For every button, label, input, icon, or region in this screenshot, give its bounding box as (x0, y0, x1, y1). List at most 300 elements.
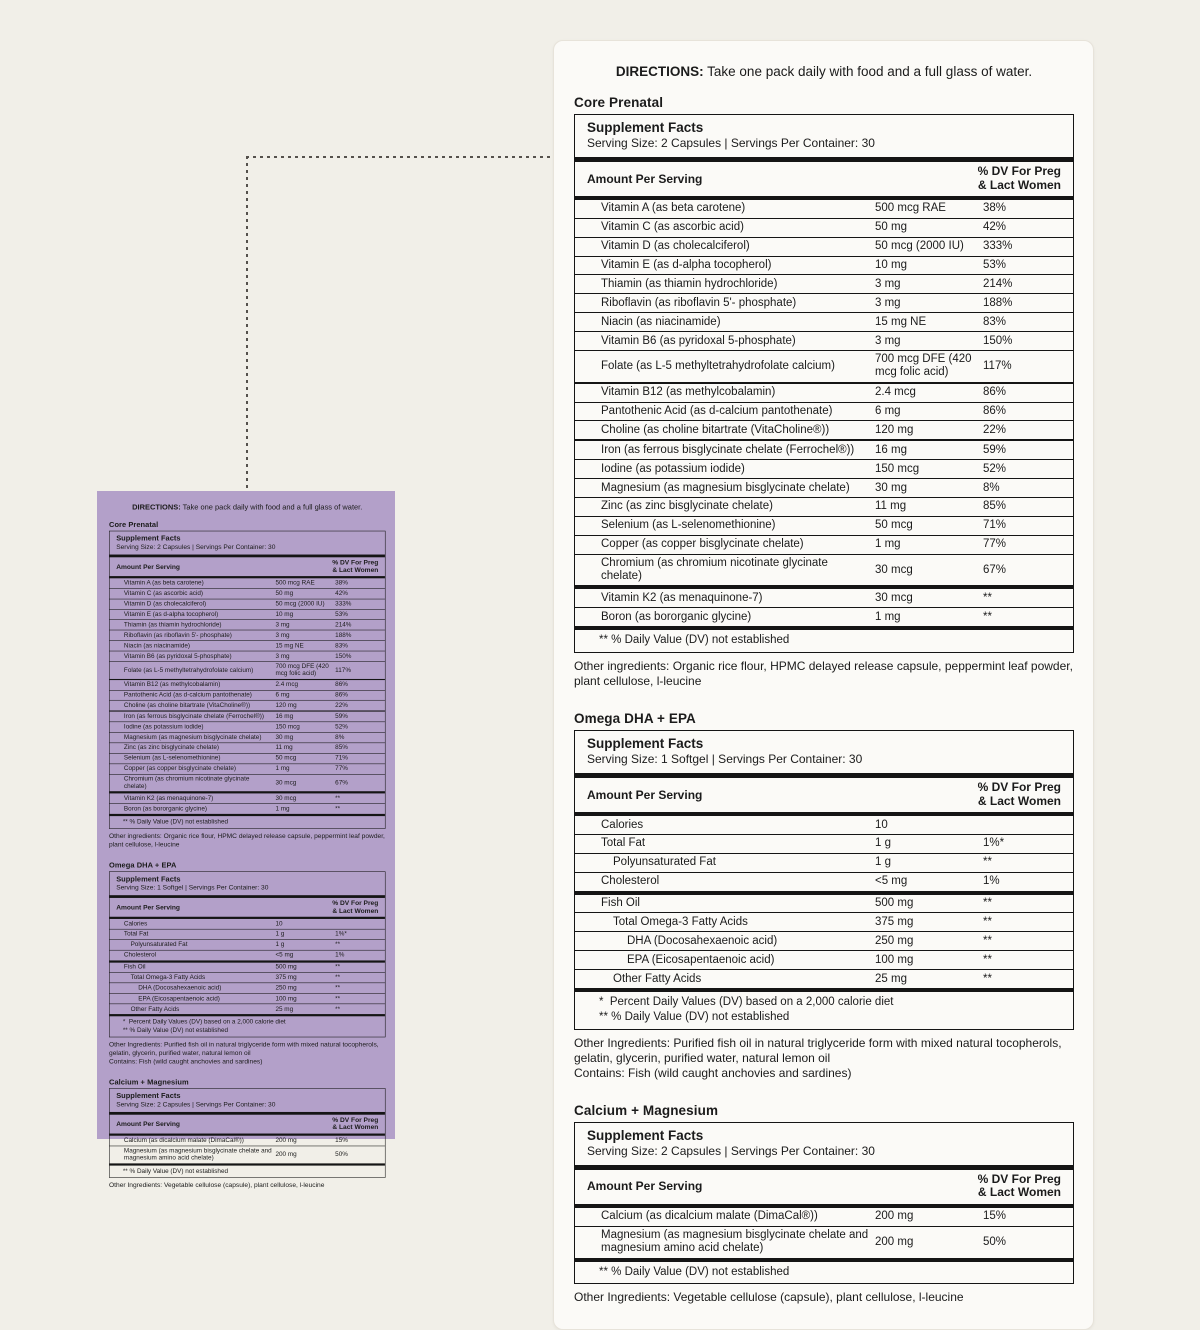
nutrient-name: Vitamin D (as cholecalciferol) (601, 240, 750, 253)
nutrient-name: Pantothenic Acid (as d-calcium pantothenate) (601, 405, 833, 418)
facts-header (575, 1123, 1073, 1165)
nutrient-dv: 53% (335, 610, 348, 618)
nutrient-dv: ** (983, 953, 992, 966)
nutrient-name: Magnesium (as magnesium bisglycinate chelate and magnesium amino acid chelate) (123, 1147, 272, 1162)
nutrient-name: Magnesium (as magnesium bisglycinate chelate and magnesium amino acid chelate) (601, 1229, 869, 1255)
nutrient-row (575, 350, 1073, 382)
nutrient-row (575, 402, 1073, 421)
amount-per-serving-header: Amount Per Serving (116, 903, 180, 912)
nutrient-row (110, 690, 385, 700)
nutrient-amount: 250 mg (875, 934, 914, 947)
section-title: Core Prenatal (574, 94, 664, 110)
nutrient-name: Folate (as L-5 methyltetrahydrofolate calcium) (601, 359, 835, 372)
dv-header-line-1: % DV For Preg (332, 1115, 379, 1124)
nutrient-dv: 15% (335, 1137, 348, 1144)
nutrient-name: Zinc (as zinc bisglycinate chelate) (123, 744, 220, 752)
nutrient-amount: 100 mg (275, 995, 297, 1002)
nutrient-name: Magnesium (as magnesium bisglycinate chelate) (123, 734, 262, 741)
nutrient-dv: 333% (983, 240, 1013, 253)
nutrient-amount: 30 mg (275, 734, 294, 741)
nutrient-row (110, 950, 385, 960)
nutrient-name: Riboflavin (as riboflavin 5'- phosphate) (123, 631, 232, 639)
column-header-row (575, 778, 1073, 812)
nutrient-name: Vitamin C (as ascorbic acid) (601, 221, 744, 234)
nutrient-amount: 15 mg NE (875, 315, 927, 328)
nutrient-row (110, 732, 385, 742)
nutrient-row (575, 950, 1073, 969)
nutrient-amount: 500 mcg RAE (875, 202, 946, 215)
nutrient-name: Vitamin B6 (as pyridoxal 5-phosphate) (601, 334, 796, 347)
nutrient-dv: 67% (983, 563, 1007, 576)
nutrient-row (110, 679, 385, 690)
directions-label: DIRECTIONS: (615, 64, 704, 79)
nutrient-row (110, 763, 385, 773)
nutrient-amount: 200 mg (875, 1210, 914, 1223)
nutrient-row (110, 588, 385, 598)
amount-per-serving-header: Amount Per Serving (116, 562, 180, 571)
nutrient-amount: 1 mg (875, 610, 901, 623)
nutrient-amount: 150 mcg (875, 462, 920, 475)
footnote-line: ** % Daily Value (DV) not established (599, 1010, 790, 1023)
nutrient-dv: 50% (335, 1151, 348, 1158)
footnote-line: ** % Daily Value (DV) not established (599, 1265, 790, 1278)
nutrient-amount: 3 mg (875, 277, 901, 290)
nutrient-row (110, 993, 385, 1003)
nutrient-dv: 85% (335, 744, 348, 752)
nutrient-dv (983, 823, 1061, 828)
facts-title: Supplement Facts (116, 1091, 181, 1100)
nutrient-name: Other Fatty Acids (613, 972, 702, 985)
nutrient-dv: 1%* (983, 837, 1005, 850)
nutrient-amount: 1 g (875, 856, 891, 869)
other-ingredients-line: Contains: Fish (wild caught anchovies and sardines) (109, 1057, 263, 1065)
nutrient-row (110, 929, 385, 939)
other-ingredients-line: Contains: Fish (wild caught anchovies and sardines) (574, 1065, 852, 1080)
nutrient-row (110, 722, 385, 732)
nutrient-name: Vitamin A (as beta carotene) (601, 202, 746, 215)
nutrient-row (575, 554, 1073, 586)
nutrient-amount: 1 g (875, 837, 891, 850)
supplement-section-1 (574, 711, 1074, 1081)
nutrient-amount: 150 mcg (275, 723, 300, 731)
nutrient-dv: 1% (983, 875, 1000, 888)
nutrient-row (110, 640, 385, 650)
supplement-section-1 (109, 861, 386, 1066)
nutrient-row (575, 872, 1073, 891)
directions-label: DIRECTIONS: (132, 503, 181, 512)
supplement-facts-table (574, 114, 1074, 653)
nutrient-amount: 25 mg (875, 972, 907, 985)
supplement-section-0 (109, 520, 386, 849)
footnote-block (110, 816, 385, 828)
nutrient-amount: 1 mg (875, 538, 901, 551)
footnote-line: ** % Daily Value (DV) not established (599, 634, 790, 647)
nutrient-amount: 3 mg (875, 334, 901, 347)
nutrient-name: Iodine (as potassium iodide) (601, 462, 745, 475)
serving-size-line: Serving Size: 2 Capsules | Servings Per Container: 30 (116, 1100, 276, 1109)
nutrient-amount: 200 mg (875, 1235, 914, 1248)
nutrient-row (110, 743, 385, 753)
other-ingredients (574, 1290, 1074, 1305)
dv-header-line-2: & Lact Women (977, 177, 1061, 192)
nutrient-dv: 52% (335, 723, 348, 731)
nutrient-amount: 1 mg (275, 765, 290, 772)
nutrient-name: Iron (as ferrous bisglycinate chelate (Ferrochel®)) (601, 443, 855, 456)
nutrient-dv: ** (335, 984, 341, 992)
nutrient-name: DHA (Docosahexaenoic acid) (627, 934, 778, 947)
nutrient-name: Copper (as copper bisglycinate chelate) (123, 765, 236, 772)
nutrient-name: Total Omega-3 Fatty Acids (130, 974, 206, 981)
footnote-block (575, 1262, 1073, 1284)
dv-column-header (978, 781, 1061, 808)
nutrient-row (575, 312, 1073, 331)
nutrient-amount: 50 mcg (2000 IU) (875, 240, 964, 253)
nutrient-row (575, 912, 1073, 931)
nutrient-dv: 83% (335, 642, 348, 649)
dv-column-header (978, 1173, 1061, 1200)
nutrient-amount: 200 mg (275, 1137, 297, 1144)
dv-header-line-1: % DV For Preg (977, 780, 1061, 795)
nutrient-row (110, 983, 385, 993)
facts-rows (110, 578, 385, 814)
nutrient-row (575, 200, 1073, 218)
nutrient-dv: 59% (983, 443, 1007, 456)
nutrient-amount: <5 mg (275, 951, 294, 959)
nutrient-amount: 3 mg (875, 296, 901, 309)
directions-line (109, 503, 386, 512)
nutrient-amount: 3 mg (275, 652, 290, 660)
other-ingredients-line: Other Ingredients: Vegetable cellulose (capsule), plant cellulose, l-leucine (109, 1181, 325, 1190)
nutrient-dv: 8% (983, 481, 1000, 494)
nutrient-dv: 53% (983, 259, 1007, 272)
nutrient-dv: ** (983, 897, 992, 910)
section-title: Core Prenatal (109, 520, 159, 529)
nutrient-dv: ** (335, 963, 341, 971)
nutrient-dv: 188% (983, 296, 1013, 309)
nutrient-name: Cholesterol (601, 875, 660, 888)
facts-rows (110, 1136, 385, 1163)
nutrient-amount: 50 mcg (275, 754, 297, 762)
nutrient-name: Choline (as choline bitartrate (VitaCholine®)) (123, 702, 251, 709)
other-ingredients (109, 1041, 386, 1066)
nutrient-name: Niacin (as niacinamide) (123, 642, 191, 649)
nutrient-dv: 42% (335, 590, 348, 597)
nutrient-row (575, 816, 1073, 834)
facts-header (110, 531, 385, 554)
supplement-facts-table (109, 871, 386, 1037)
nutrient-amount: 1 mg (275, 805, 290, 813)
nutrient-amount: 50 mcg (875, 519, 913, 532)
facts-title: Supplement Facts (587, 736, 704, 751)
nutrient-name: EPA (Eicosapentaenoic acid) (138, 995, 220, 1002)
dv-header-line-1: % DV For Preg (977, 164, 1061, 179)
nutrient-name: Polyunsaturated Fat (613, 856, 716, 869)
footnote-block (110, 1016, 385, 1036)
label-detail-card (553, 40, 1094, 1330)
nutrient-amount: 30 mg (875, 481, 907, 494)
nutrient-dv: 214% (335, 621, 352, 629)
nutrient-dv: 150% (335, 652, 352, 660)
nutrient-dv: ** (335, 941, 341, 948)
supplement-section-0 (574, 95, 1074, 689)
nutrient-name: Boron (as bororganic glycine) (123, 805, 208, 813)
nutrient-dv: 8% (335, 734, 345, 741)
nutrient-row (575, 256, 1073, 275)
nutrient-dv: 42% (983, 221, 1007, 234)
nutrient-amount: 375 mg (875, 915, 914, 928)
other-ingredients (574, 659, 1074, 689)
nutrient-dv: 22% (983, 423, 1007, 436)
nutrient-row (575, 331, 1073, 350)
nutrient-amount: 50 mg (275, 590, 294, 597)
footnote-line: * Percent Daily Values (DV) based on a 2,000 calorie diet (599, 995, 894, 1008)
nutrient-amount: 10 mg (275, 610, 294, 618)
nutrient-name: Fish Oil (123, 963, 146, 971)
nutrient-amount: 6 mg (875, 405, 901, 418)
nutrient-name: Vitamin B12 (as methylcobalamin) (123, 681, 221, 688)
nutrient-amount: 30 mcg (275, 779, 297, 786)
nutrient-amount: 375 mg (275, 974, 297, 981)
nutrient-amount: 500 mcg RAE (275, 579, 315, 587)
amount-per-serving-header: Amount Per Serving (587, 787, 703, 802)
nutrient-name: EPA (Eicosapentaenoic acid) (627, 953, 775, 966)
nutrient-dv: ** (335, 1005, 341, 1013)
dv-header-line-2: & Lact Women (977, 1185, 1061, 1200)
nutrient-dv: 117% (335, 666, 351, 674)
dv-column-header (332, 559, 378, 574)
nutrient-dv: 214% (983, 277, 1013, 290)
supplement-facts-table (109, 1088, 386, 1178)
nutrient-amount: 16 mg (275, 713, 294, 720)
nutrient-dv: 188% (335, 631, 352, 639)
nutrient-row (110, 578, 385, 588)
nutrient-amount: 700 mcg DFE (420 mcg folic acid) (875, 353, 972, 379)
supplement-facts-table (109, 531, 386, 829)
nutrient-dv: ** (335, 995, 341, 1002)
nutrient-name: Thiamin (as thiamin hydrochloride) (123, 621, 222, 629)
nutrient-name: Vitamin K2 (as menaquinone-7) (123, 794, 214, 802)
nutrient-dv: 67% (335, 779, 348, 786)
product-label-thumbnail (97, 491, 395, 1190)
footnote-block (110, 1165, 385, 1177)
dv-header-line-1: % DV For Preg (332, 899, 379, 907)
facts-rows (575, 200, 1073, 626)
nutrient-row (575, 382, 1073, 402)
nutrient-row (575, 459, 1073, 478)
dv-header-line-1: % DV For Preg (332, 558, 379, 567)
section-title: Omega DHA + EPA (109, 860, 177, 870)
nutrient-name: Riboflavin (as riboflavin 5'- phosphate) (601, 296, 797, 309)
nutrient-name: Pantothenic Acid (as d-calcium pantothenate) (123, 691, 252, 699)
dv-column-header (332, 1116, 378, 1131)
nutrient-name: Total Omega-3 Fatty Acids (613, 915, 748, 928)
footnote-line: ** % Daily Value (DV) not established (122, 818, 229, 825)
nutrient-row (575, 1226, 1073, 1258)
nutrient-name: Thiamin (as thiamin hydrochloride) (601, 277, 778, 290)
nutrient-name: Total Fat (601, 837, 646, 850)
facts-title: Supplement Facts (116, 874, 181, 884)
nutrient-name: Magnesium (as magnesium bisglycinate chelate) (601, 481, 850, 494)
nutrient-row (110, 960, 385, 972)
other-ingredients-line: Other Ingredients: Vegetable cellulose (capsule), plant cellulose, l-leucine (574, 1290, 964, 1305)
nutrient-dv: 83% (983, 315, 1007, 328)
section-title: Calcium + Magnesium (574, 1102, 719, 1118)
nutrient-dv: 71% (983, 519, 1007, 532)
nutrient-row (575, 853, 1073, 872)
nutrient-name: Calcium (as dicalcium malate (DimaCal®)) (601, 1210, 818, 1223)
facts-title: Supplement Facts (116, 534, 181, 543)
nutrient-amount: 50 mcg (2000 IU) (275, 600, 325, 608)
serving-size-line: Serving Size: 2 Capsules | Servings Per Container: 30 (116, 542, 276, 551)
nutrient-row (110, 774, 385, 792)
facts-header (575, 115, 1073, 157)
nutrient-dv: 77% (983, 538, 1007, 551)
nutrient-row (110, 919, 385, 929)
nutrient-row (575, 891, 1073, 913)
nutrient-name: Total Fat (123, 930, 149, 938)
nutrient-row (575, 516, 1073, 535)
nutrient-name: Calories (601, 818, 644, 831)
supplement-facts-table (574, 730, 1074, 1030)
nutrient-dv: 86% (335, 691, 348, 699)
other-ingredients-line: Other ingredients: Organic rice flour, HPMC delayed release capsule, peppermint leaf powder, plant cellulose, l-leucine (109, 832, 385, 849)
column-header-row (110, 557, 385, 576)
nutrient-amount: 2.4 mcg (275, 681, 299, 688)
nutrient-name: Selenium (as L-selenomethionine) (123, 754, 221, 762)
serving-size-line: Serving Size: 1 Softgel | Servings Per Container: 30 (587, 752, 863, 767)
nutrient-row (110, 651, 385, 661)
nutrient-amount: 120 mg (275, 702, 297, 709)
dv-column-header (332, 900, 378, 915)
nutrient-amount: <5 mg (875, 875, 908, 888)
nutrient-row (575, 931, 1073, 950)
facts-rows (110, 919, 385, 1014)
nutrient-name: Boron (as bororganic glycine) (601, 610, 752, 623)
facts-header (575, 731, 1073, 773)
nutrient-row (110, 1146, 385, 1164)
nutrient-row (575, 497, 1073, 516)
dv-header-line-2: & Lact Women (977, 793, 1061, 808)
nutrient-name: Vitamin C (as ascorbic acid) (123, 590, 203, 597)
nutrient-amount: 30 mcg (275, 794, 297, 802)
other-ingredients (574, 1036, 1074, 1081)
nutrient-row (575, 274, 1073, 293)
nutrient-dv: ** (983, 591, 992, 604)
nutrient-row (110, 630, 385, 640)
nutrient-amount: 120 mg (875, 423, 914, 436)
nutrient-row (110, 711, 385, 722)
nutrient-amount: 250 mg (275, 984, 297, 992)
facts-header (110, 872, 385, 895)
serving-size-line: Serving Size: 2 Capsules | Servings Per Container: 30 (587, 136, 875, 151)
nutrient-name: Vitamin B6 (as pyridoxal 5-phosphate) (123, 652, 232, 660)
nutrient-row (110, 1136, 385, 1146)
amount-per-serving-header: Amount Per Serving (587, 1179, 703, 1194)
nutrient-name: Calories (123, 920, 148, 928)
nutrient-amount: 16 mg (875, 443, 907, 456)
nutrient-name: Niacin (as niacinamide) (601, 315, 721, 328)
nutrient-amount: 100 mg (875, 953, 914, 966)
nutrient-dv: ** (335, 974, 341, 981)
dv-header-line-2: & Lact Women (332, 565, 379, 574)
nutrient-row (110, 599, 385, 609)
other-ingredients-line: Other Ingredients: Purified fish oil in natural triglyceride form with mixed natural tocopherols, gelatin, glycerin, purified water, natural lemon oil (574, 1035, 1062, 1065)
nutrient-row (575, 535, 1073, 554)
nutrient-amount: 200 mg (275, 1151, 297, 1158)
facts-title: Supplement Facts (587, 119, 704, 135)
nutrient-amount: 10 (275, 920, 283, 928)
nutrient-amount: 3 mg (275, 631, 290, 639)
section-title: Calcium + Magnesium (109, 1077, 189, 1086)
nutrient-row (575, 585, 1073, 607)
nutrient-row (575, 1208, 1073, 1226)
nutrient-amount: 500 mg (875, 897, 914, 910)
nutrient-name: Vitamin B12 (as methylcobalamin) (601, 386, 776, 399)
facts-rows (575, 1208, 1073, 1258)
nutrient-dv: 71% (335, 754, 348, 762)
section-title: Omega DHA + EPA (574, 711, 696, 726)
nutrient-name: Vitamin K2 (as menaquinone-7) (601, 591, 763, 604)
nutrient-name: Polyunsaturated Fat (130, 941, 188, 948)
nutrient-dv: 150% (983, 334, 1013, 347)
nutrient-dv: 77% (335, 765, 348, 772)
nutrient-amount: 3 mg (275, 621, 290, 629)
dv-header-line-2: & Lact Women (332, 1123, 379, 1132)
nutrient-dv: 117% (983, 359, 1012, 372)
nutrient-name: Vitamin E (as d-alpha tocopherol) (601, 259, 772, 272)
nutrient-amount: 2.4 mcg (875, 386, 916, 399)
nutrient-name: Copper (as copper bisglycinate chelate) (601, 538, 804, 551)
nutrient-name: DHA (Docosahexaenoic acid) (138, 984, 222, 992)
nutrient-dv: ** (335, 794, 341, 802)
nutrient-amount: 1 g (275, 941, 285, 948)
column-header-row (575, 1170, 1073, 1204)
nutrient-dv: 86% (983, 405, 1007, 418)
footnote-line: ** % Daily Value (DV) not established (122, 1026, 229, 1034)
nutrient-dv: 52% (983, 462, 1007, 475)
nutrient-dv: 85% (983, 500, 1007, 513)
directions-text: Take one pack daily with food and a full glass of water. (707, 64, 1033, 79)
nutrient-row (575, 420, 1073, 439)
nutrient-row (575, 218, 1073, 237)
nutrient-row (110, 803, 385, 813)
nutrient-name: Choline (as choline bitartrate (VitaCholine®)) (601, 423, 830, 436)
nutrient-row (575, 969, 1073, 988)
nutrient-amount: 6 mg (275, 691, 290, 699)
nutrient-name: Selenium (as L-selenomethionine) (601, 519, 776, 532)
nutrient-name: Chromium (as chromium nicotinate glycinate chelate) (601, 557, 828, 582)
nutrient-dv: 22% (335, 702, 348, 709)
nutrient-name: Vitamin A (as beta carotene) (123, 579, 204, 587)
directions-text: Take one pack daily with food and a full glass of water. (182, 503, 363, 512)
nutrient-amount: 30 mcg (875, 591, 913, 604)
nutrient-row (575, 237, 1073, 256)
nutrient-dv: ** (983, 934, 992, 947)
nutrient-amount: 10 mg (875, 259, 907, 272)
nutrient-dv: ** (983, 972, 992, 985)
nutrient-name: Zinc (as zinc bisglycinate chelate) (601, 500, 773, 513)
nutrient-row (110, 791, 385, 803)
nutrient-row (110, 700, 385, 710)
footnote-block (575, 992, 1073, 1029)
dv-header-line-1: % DV For Preg (977, 1172, 1061, 1186)
nutrient-amount: 1 g (275, 930, 285, 938)
footnote-line: * Percent Daily Values (DV) based on a 2,000 calorie diet (122, 1018, 286, 1026)
supplement-section-2 (109, 1078, 386, 1190)
nutrient-row (575, 478, 1073, 497)
nutrient-dv: 1%* (335, 930, 347, 938)
nutrient-row (110, 939, 385, 949)
